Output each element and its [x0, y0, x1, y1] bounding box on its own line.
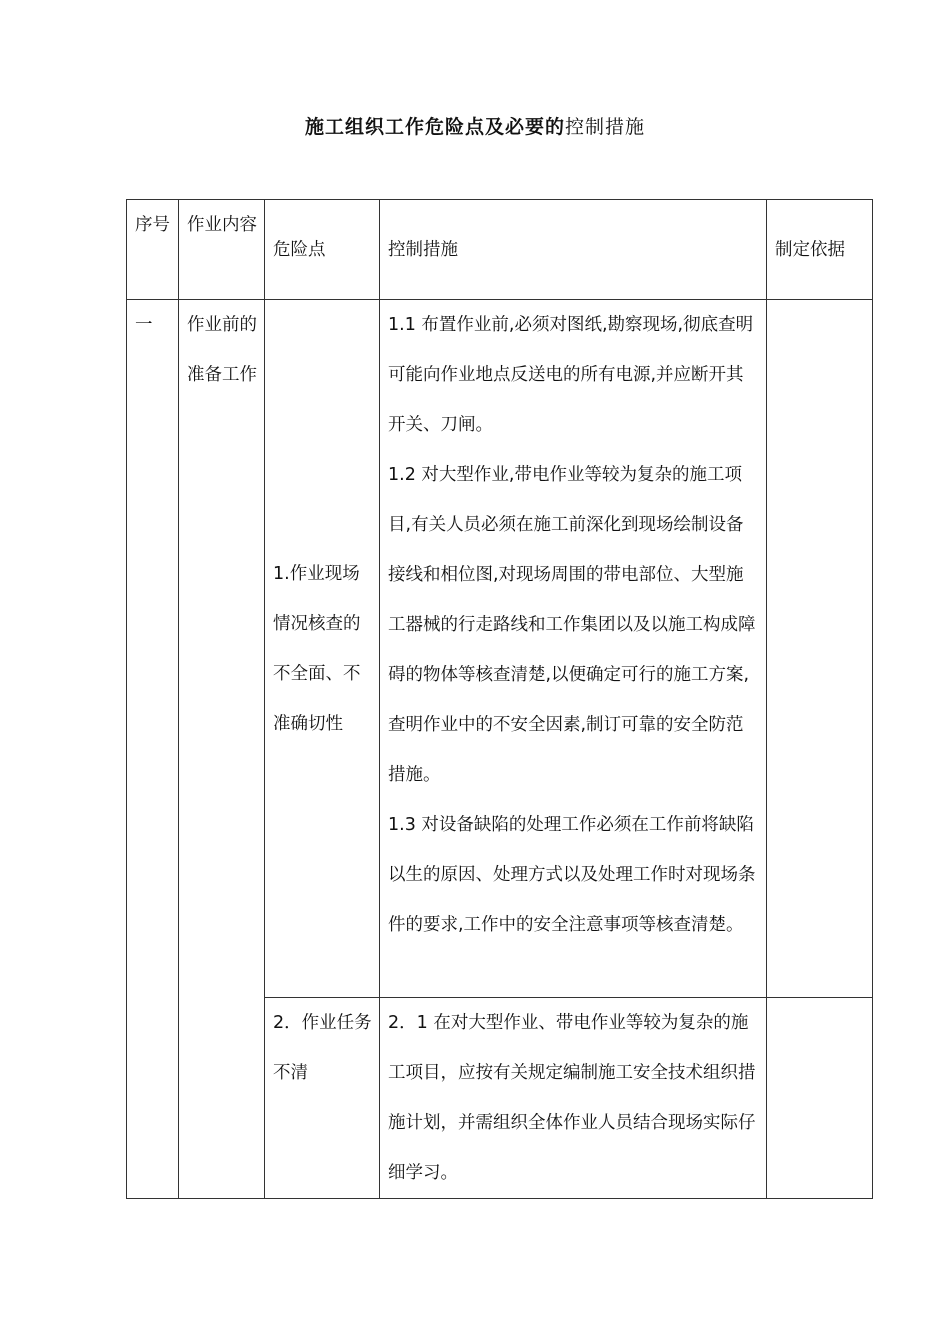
page-title-main: 施工组织工作危险点及必要的: [304, 116, 565, 138]
row-content: 作业前的准备工作: [179, 300, 265, 1199]
header-seq: 序号: [127, 200, 179, 300]
header-measures: 控制措施: [380, 200, 767, 300]
row-hazard: 1.作业现场情况核查的不全面、不准确切性: [265, 300, 380, 998]
row-seq: 一: [127, 300, 179, 1199]
row-basis: [767, 300, 873, 998]
measure-item: 1.3 对设备缺陷的处理工作必须在工作前将缺陷以生的原因、处理方式以及处理工作时对现场条件的要求,工作中的安全注意事项等核查清楚。: [388, 815, 756, 935]
hazard-control-table: [126, 199, 873, 1199]
header-content: 作业内容: [179, 200, 265, 300]
measure-item: 1.2 对大型作业,带电作业等较为复杂的施工项目,有关人员必须在施工前深化到现场绘制设备接线和相位图,对现场周围的带电部位、大型施工器械的行走路线和工作集团以及以施工构成障碍的物体等核查清楚,以便确定可行的施工方案,查明作业中的不安全因素,制订可靠的安全防范措施。: [388, 465, 756, 785]
row-hazard: 2．作业任务不清: [265, 998, 380, 1199]
measure-item: 2．1 在对大型作业、带电作业等较为复杂的施工项目，应按有关规定编制施工安全技术组织措施计划，并需组织全体作业人员结合现场实际仔细学习。: [388, 1013, 756, 1183]
page-title-tail: 控制措施: [565, 116, 646, 138]
header-basis: 制定依据: [767, 200, 873, 300]
measure-item: 1.1 布置作业前,必须对图纸,勘察现场,彻底查明可能向作业地点反送电的所有电源,并应断开其开关、刀闸。: [388, 315, 754, 435]
row-basis: [767, 998, 873, 1199]
header-hazard: 危险点: [265, 200, 380, 300]
page-title: [0, 112, 950, 139]
table-header-row: [127, 200, 873, 300]
table-row: [127, 300, 873, 998]
row-measures: [380, 998, 767, 1199]
row-measures: [380, 300, 767, 998]
